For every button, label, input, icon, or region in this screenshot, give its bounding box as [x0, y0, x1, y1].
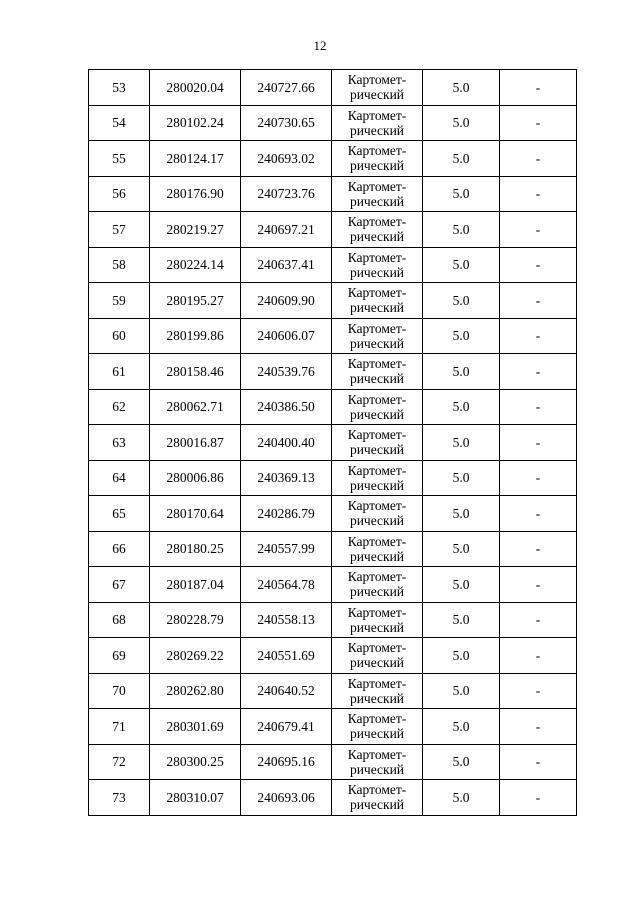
precision-cell: 5.0: [423, 425, 500, 461]
note-cell: -: [500, 496, 577, 532]
method-line-2: рический: [349, 229, 405, 245]
method-line-1: Картомет-: [347, 675, 407, 691]
note-cell: -: [500, 567, 577, 603]
method-cell: [332, 638, 423, 674]
point-number-cell: 72: [89, 744, 150, 780]
table-row: [89, 389, 577, 425]
method-line-1: Картомет-: [347, 782, 407, 798]
y-coordinate-cell: 240640.52: [241, 673, 332, 709]
method-line-1: Картомет-: [347, 604, 407, 620]
y-coordinate-cell: 240286.79: [241, 496, 332, 532]
method-text: [348, 605, 407, 635]
y-coordinate-cell: 240369.13: [241, 460, 332, 496]
method-text: [348, 782, 407, 812]
method-text: [348, 427, 407, 457]
method-line-1: Картомет-: [347, 640, 407, 656]
note-cell: -: [500, 638, 577, 674]
coordinates-table: [88, 69, 577, 816]
point-number-cell: 65: [89, 496, 150, 532]
method-cell: [332, 318, 423, 354]
y-coordinate-cell: 240609.90: [241, 283, 332, 319]
method-text: [348, 676, 407, 706]
table-row: [89, 141, 577, 177]
table-row: [89, 283, 577, 319]
method-text: [348, 108, 407, 138]
note-cell: -: [500, 176, 577, 212]
point-number-cell: 62: [89, 389, 150, 425]
point-number-cell: 60: [89, 318, 150, 354]
y-coordinate-cell: 240386.50: [241, 389, 332, 425]
precision-cell: 5.0: [423, 709, 500, 745]
method-line-2: рический: [349, 406, 405, 422]
method-line-1: Картомет-: [347, 427, 407, 443]
precision-cell: 5.0: [423, 283, 500, 319]
x-coordinate-cell: 280006.86: [150, 460, 241, 496]
coordinates-table-body: [89, 70, 577, 816]
table-row: [89, 531, 577, 567]
method-line-2: рический: [349, 87, 405, 103]
method-text: [348, 214, 407, 244]
table-row: [89, 105, 577, 141]
note-cell: -: [500, 247, 577, 283]
point-number-cell: 53: [89, 70, 150, 106]
method-text: [348, 640, 407, 670]
method-line-2: рический: [349, 193, 405, 209]
point-number-cell: 59: [89, 283, 150, 319]
note-cell: -: [500, 389, 577, 425]
x-coordinate-cell: 280124.17: [150, 141, 241, 177]
table-row: [89, 744, 577, 780]
method-cell: [332, 354, 423, 390]
x-coordinate-cell: 280016.87: [150, 425, 241, 461]
method-cell: [332, 247, 423, 283]
y-coordinate-cell: 240730.65: [241, 105, 332, 141]
x-coordinate-cell: 280224.14: [150, 247, 241, 283]
method-line-2: рический: [349, 513, 405, 529]
note-cell: -: [500, 673, 577, 709]
method-cell: [332, 283, 423, 319]
method-line-2: рический: [349, 122, 405, 138]
precision-cell: 5.0: [423, 744, 500, 780]
note-cell: -: [500, 425, 577, 461]
x-coordinate-cell: 280187.04: [150, 567, 241, 603]
table-row: [89, 354, 577, 390]
x-coordinate-cell: 280170.64: [150, 496, 241, 532]
y-coordinate-cell: 240400.40: [241, 425, 332, 461]
method-text: [348, 534, 407, 564]
precision-cell: 5.0: [423, 602, 500, 638]
y-coordinate-cell: 240551.69: [241, 638, 332, 674]
point-number-cell: 73: [89, 780, 150, 816]
y-coordinate-cell: 240564.78: [241, 567, 332, 603]
method-line-2: рический: [349, 655, 405, 671]
precision-cell: 5.0: [423, 318, 500, 354]
table-row: [89, 318, 577, 354]
x-coordinate-cell: 280176.90: [150, 176, 241, 212]
y-coordinate-cell: 240727.66: [241, 70, 332, 106]
x-coordinate-cell: 280020.04: [150, 70, 241, 106]
note-cell: -: [500, 318, 577, 354]
method-line-2: рический: [349, 584, 405, 600]
x-coordinate-cell: 280300.25: [150, 744, 241, 780]
precision-cell: 5.0: [423, 212, 500, 248]
method-line-2: рический: [349, 477, 405, 493]
method-line-1: Картомет-: [347, 214, 407, 230]
method-line-1: Картомет-: [347, 498, 407, 514]
point-number-cell: 68: [89, 602, 150, 638]
table-row: [89, 70, 577, 106]
x-coordinate-cell: 280199.86: [150, 318, 241, 354]
method-line-1: Картомет-: [347, 462, 407, 478]
method-text: [348, 498, 407, 528]
method-line-2: рический: [349, 761, 405, 777]
method-cell: [332, 212, 423, 248]
method-cell: [332, 744, 423, 780]
table-row: [89, 176, 577, 212]
method-text: [348, 747, 407, 777]
point-number-cell: 61: [89, 354, 150, 390]
method-line-1: Картомет-: [347, 72, 407, 88]
note-cell: -: [500, 283, 577, 319]
precision-cell: 5.0: [423, 247, 500, 283]
method-text: [348, 179, 407, 209]
precision-cell: 5.0: [423, 460, 500, 496]
table-row: [89, 212, 577, 248]
table-row: [89, 496, 577, 532]
note-cell: -: [500, 709, 577, 745]
table-row: [89, 247, 577, 283]
method-cell: [332, 105, 423, 141]
method-line-1: Картомет-: [347, 107, 407, 123]
method-cell: [332, 425, 423, 461]
point-number-cell: 58: [89, 247, 150, 283]
x-coordinate-cell: 280102.24: [150, 105, 241, 141]
precision-cell: 5.0: [423, 70, 500, 106]
method-line-1: Картомет-: [347, 711, 407, 727]
precision-cell: 5.0: [423, 673, 500, 709]
point-number-cell: 64: [89, 460, 150, 496]
method-cell: [332, 460, 423, 496]
x-coordinate-cell: 280262.80: [150, 673, 241, 709]
x-coordinate-cell: 280310.07: [150, 780, 241, 816]
y-coordinate-cell: 240695.16: [241, 744, 332, 780]
x-coordinate-cell: 280228.79: [150, 602, 241, 638]
note-cell: -: [500, 531, 577, 567]
y-coordinate-cell: 240693.02: [241, 141, 332, 177]
note-cell: -: [500, 744, 577, 780]
method-line-2: рический: [349, 548, 405, 564]
method-line-1: Картомет-: [347, 178, 407, 194]
x-coordinate-cell: 280301.69: [150, 709, 241, 745]
point-number-cell: 71: [89, 709, 150, 745]
note-cell: -: [500, 141, 577, 177]
method-line-2: рический: [349, 797, 405, 813]
method-line-2: рический: [349, 300, 405, 316]
method-cell: [332, 141, 423, 177]
table-row: [89, 602, 577, 638]
note-cell: -: [500, 460, 577, 496]
method-cell: [332, 780, 423, 816]
note-cell: -: [500, 70, 577, 106]
method-text: [348, 392, 407, 422]
y-coordinate-cell: 240693.06: [241, 780, 332, 816]
point-number-cell: 69: [89, 638, 150, 674]
point-number-cell: 67: [89, 567, 150, 603]
precision-cell: 5.0: [423, 176, 500, 212]
point-number-cell: 63: [89, 425, 150, 461]
method-cell: [332, 709, 423, 745]
method-cell: [332, 70, 423, 106]
table-row: [89, 780, 577, 816]
x-coordinate-cell: 280219.27: [150, 212, 241, 248]
method-line-1: Картомет-: [347, 746, 407, 762]
note-cell: -: [500, 105, 577, 141]
table-row: [89, 567, 577, 603]
point-number-cell: 56: [89, 176, 150, 212]
method-text: [348, 711, 407, 741]
method-cell: [332, 531, 423, 567]
method-line-2: рический: [349, 335, 405, 351]
method-text: [348, 463, 407, 493]
method-line-1: Картомет-: [347, 285, 407, 301]
method-line-2: рический: [349, 619, 405, 635]
method-cell: [332, 389, 423, 425]
point-number-cell: 57: [89, 212, 150, 248]
method-cell: [332, 176, 423, 212]
method-text: [348, 569, 407, 599]
table-row: [89, 638, 577, 674]
point-number-cell: 66: [89, 531, 150, 567]
method-text: [348, 285, 407, 315]
point-number-cell: 70: [89, 673, 150, 709]
precision-cell: 5.0: [423, 638, 500, 674]
method-text: [348, 250, 407, 280]
method-cell: [332, 602, 423, 638]
point-number-cell: 54: [89, 105, 150, 141]
method-text: [348, 356, 407, 386]
y-coordinate-cell: 240679.41: [241, 709, 332, 745]
page-number: 12: [313, 38, 327, 53]
y-coordinate-cell: 240723.76: [241, 176, 332, 212]
method-line-2: рический: [349, 371, 405, 387]
note-cell: -: [500, 602, 577, 638]
note-cell: -: [500, 780, 577, 816]
x-coordinate-cell: 280158.46: [150, 354, 241, 390]
point-number-cell: 55: [89, 141, 150, 177]
x-coordinate-cell: 280269.22: [150, 638, 241, 674]
table-row: [89, 460, 577, 496]
precision-cell: 5.0: [423, 531, 500, 567]
precision-cell: 5.0: [423, 496, 500, 532]
precision-cell: 5.0: [423, 105, 500, 141]
note-cell: -: [500, 354, 577, 390]
method-text: [348, 143, 407, 173]
note-cell: -: [500, 212, 577, 248]
table-row: [89, 425, 577, 461]
precision-cell: 5.0: [423, 780, 500, 816]
method-cell: [332, 496, 423, 532]
precision-cell: 5.0: [423, 141, 500, 177]
x-coordinate-cell: 280195.27: [150, 283, 241, 319]
method-line-1: Картомет-: [347, 391, 407, 407]
method-line-2: рический: [349, 690, 405, 706]
method-line-1: Картомет-: [347, 533, 407, 549]
method-line-1: Картомет-: [347, 320, 407, 336]
precision-cell: 5.0: [423, 567, 500, 603]
method-line-1: Картомет-: [347, 143, 407, 159]
y-coordinate-cell: 240637.41: [241, 247, 332, 283]
precision-cell: 5.0: [423, 389, 500, 425]
method-line-1: Картомет-: [347, 569, 407, 585]
y-coordinate-cell: 240697.21: [241, 212, 332, 248]
method-text: [348, 321, 407, 351]
method-cell: [332, 567, 423, 603]
method-line-1: Картомет-: [347, 356, 407, 372]
method-text: [348, 72, 407, 102]
table-row: [89, 673, 577, 709]
x-coordinate-cell: 280062.71: [150, 389, 241, 425]
y-coordinate-cell: 240557.99: [241, 531, 332, 567]
y-coordinate-cell: 240606.07: [241, 318, 332, 354]
precision-cell: 5.0: [423, 354, 500, 390]
table-row: [89, 709, 577, 745]
x-coordinate-cell: 280180.25: [150, 531, 241, 567]
method-line-2: рический: [349, 442, 405, 458]
y-coordinate-cell: 240539.76: [241, 354, 332, 390]
y-coordinate-cell: 240558.13: [241, 602, 332, 638]
method-cell: [332, 673, 423, 709]
method-line-2: рический: [349, 264, 405, 280]
method-line-2: рический: [349, 726, 405, 742]
method-line-1: Картомет-: [347, 249, 407, 265]
method-line-2: рический: [349, 158, 405, 174]
